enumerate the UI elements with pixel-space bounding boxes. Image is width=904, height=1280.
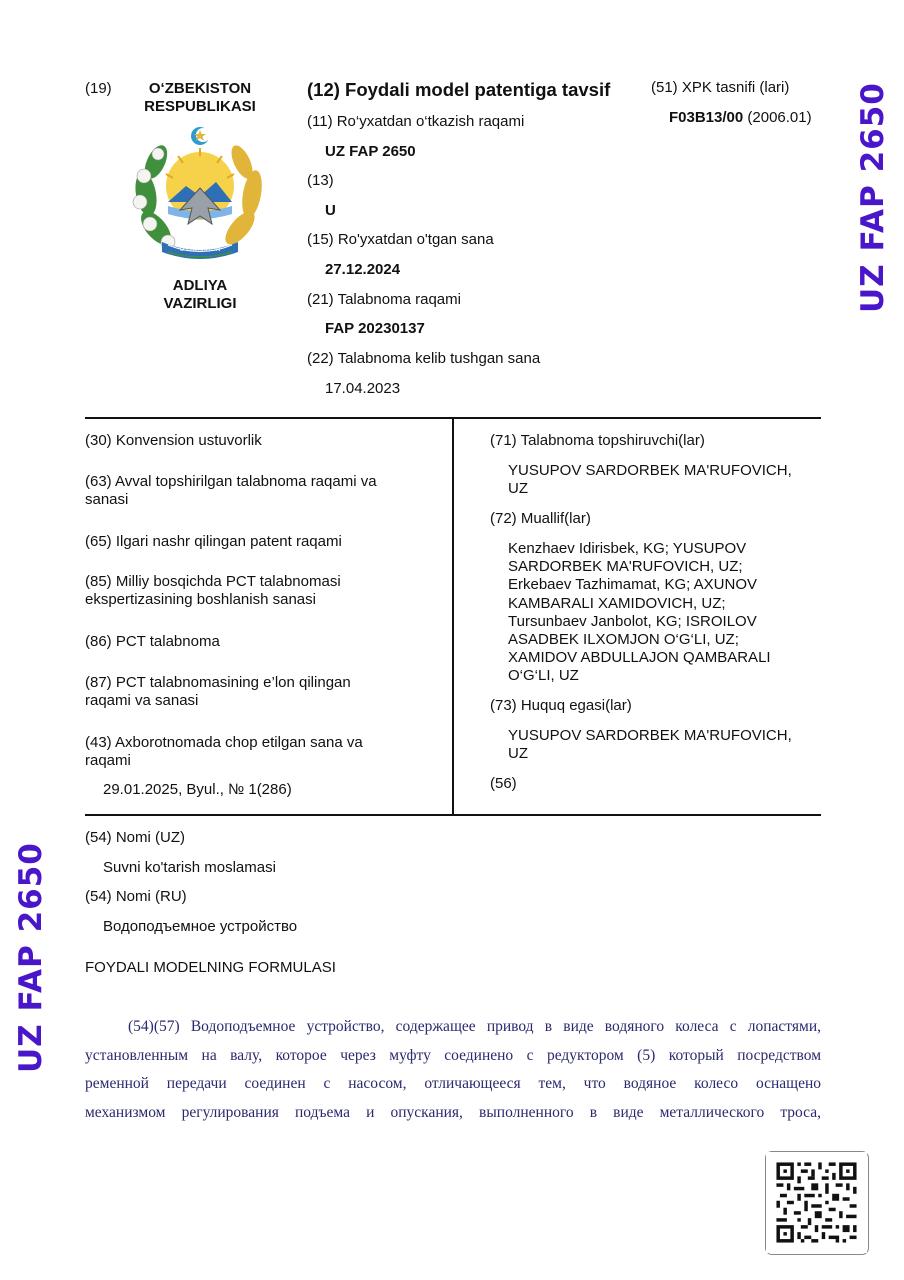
document-title: (12) Foydali model patentiga tavsif	[307, 79, 611, 100]
formula-line: механизмом регулирования подъема и опускания, выполненного в виде металлического троса,	[85, 1104, 821, 1122]
field-30: (30) Konvension ustuvorlik	[85, 432, 262, 449]
field-73-label: (73) Huquq egasi(lar)	[490, 697, 632, 714]
owner-line: YUSUPOV SARDORBEK MA'RUFOVICH,	[508, 727, 792, 744]
author-line: Kenzhaev Idirisbek, KG; YUSUPOV	[508, 540, 747, 557]
formula-line: ременной передачи соединен с насосом, отличающееся тем, что водяное колесо оснащено	[85, 1075, 821, 1093]
name-uz-label: (54) Nomi (UZ)	[85, 829, 185, 846]
author-line: Tursunbaev Janbolot, KG; ISROILOV	[508, 612, 757, 630]
field-43-value: 29.01.2025, Byul., № 1(286)	[103, 781, 292, 798]
ministry-name	[120, 277, 280, 313]
field-85-line-2: ekspertizasining boshlanish sanasi	[85, 591, 316, 608]
formula-line: (54)(57) Водоподъемное устройство, содержащее привод в виде водяного колеса с лопастями,	[128, 1018, 821, 1035]
field-63	[85, 473, 377, 509]
field-21-label: (21) Talabnoma raqami	[307, 291, 461, 308]
author-line: KAMBARALI XAMIDOVICH, UZ;	[508, 594, 726, 612]
state-emblem-icon	[128, 124, 272, 268]
field-15-value: 27.12.2024	[325, 261, 401, 278]
field-21-value: FAP 20230137	[325, 320, 425, 337]
ipc-version: (2006.01)	[747, 109, 812, 126]
author-line: O‘G‘LI, UZ	[508, 667, 579, 685]
field-43-line-1: (43) Axborotnomada chop etilgan sana va	[85, 734, 363, 751]
field-87-line-2: raqami va sanasi	[85, 692, 199, 709]
country-line-1: O‘ZBEKISTON	[148, 80, 252, 97]
field-85	[85, 573, 341, 609]
formula-line: установленным на валу, которое через муфту соединено с редуктором (5) который посредством	[85, 1046, 821, 1064]
field-13-label: (13)	[307, 172, 334, 189]
name-ru-value: Водоподъемное устройство	[103, 918, 298, 935]
formula-paragraph	[85, 1013, 821, 1128]
emblem-ribbon-text: O'ZBEKISTON	[179, 246, 221, 253]
field-43	[85, 734, 363, 770]
author-line: ASADBEK ILXOMJON O‘G‘LI, UZ;	[508, 631, 739, 649]
field-71-value	[508, 462, 792, 498]
field-22-label: (22) Talabnoma kelib tushgan sana	[307, 350, 541, 367]
field-56-label: (56)	[490, 775, 517, 792]
field-43-line-2: raqami	[85, 752, 131, 769]
country-name	[120, 80, 280, 116]
ministry-line-1: ADLIYA	[172, 277, 228, 294]
ipc-code: F03B13/00	[669, 109, 744, 126]
name-ru-label: (54) Nomi (RU)	[85, 888, 187, 905]
field-86: (86) PCT talabnoma	[85, 633, 220, 650]
field-73-value	[508, 727, 792, 763]
field-63-line-1: (63) Avval topshirilgan talabnoma raqami va	[85, 473, 377, 490]
field-65: (65) Ilgari nashr qilingan patent raqami	[85, 533, 342, 550]
author-line: Erkebaev Tazhimamat, KG; AXUNOV	[508, 576, 757, 594]
author-line: XAMIDOV ABDULLAJON QAMBARALI	[508, 649, 771, 667]
column-divider	[452, 419, 454, 815]
field-72-value	[508, 540, 771, 686]
field-87-line-1: (87) PCT talabnomasining e’lon qilingan	[85, 674, 351, 691]
ministry-line-2: VAZIRLIGI	[163, 295, 237, 312]
field-72-label: (72) Muallif(lar)	[490, 510, 591, 527]
field-85-line-1: (85) Milliy bosqichda PCT talabnomasi	[85, 573, 341, 590]
field-22-value: 17.04.2023	[325, 380, 401, 397]
bottom-divider	[85, 814, 821, 816]
code-19: (19)	[85, 80, 112, 97]
vertical-code-bottom-left: UZ FAP 2650	[13, 842, 49, 1073]
formula-heading: FOYDALI MODELNING FORMULASI	[85, 959, 336, 976]
field-87	[85, 674, 351, 710]
country-line-2: RESPUBLIKASI	[144, 98, 256, 115]
applicant-line: YUSUPOV SARDORBEK MA'RUFOVICH,	[508, 462, 792, 479]
field-63-line-2: sanasi	[85, 491, 129, 508]
author-line: SARDORBEK MA'RUFOVICH, UZ;	[508, 558, 743, 576]
field-71-label: (71) Talabnoma topshiruvchi(lar)	[490, 432, 705, 449]
field-11-label: (11) Ro‘yxatdan o‘tkazish raqami	[307, 113, 525, 130]
field-11-value: UZ FAP 2650	[325, 143, 416, 160]
applicant-line: UZ	[508, 480, 528, 497]
owner-line: UZ	[508, 745, 528, 762]
name-uz-value: Suvni ko'tarish moslamasi	[103, 859, 276, 876]
field-51-label: (51) XPK tasnifi (lari)	[651, 79, 790, 96]
qr-code-icon	[765, 1151, 869, 1255]
field-51-value	[669, 109, 812, 126]
vertical-code-top-right: UZ FAP 2650	[855, 82, 891, 313]
field-15-label: (15) Ro'yxatdan o'tgan sana	[307, 231, 494, 248]
field-13-value: U	[325, 202, 336, 219]
